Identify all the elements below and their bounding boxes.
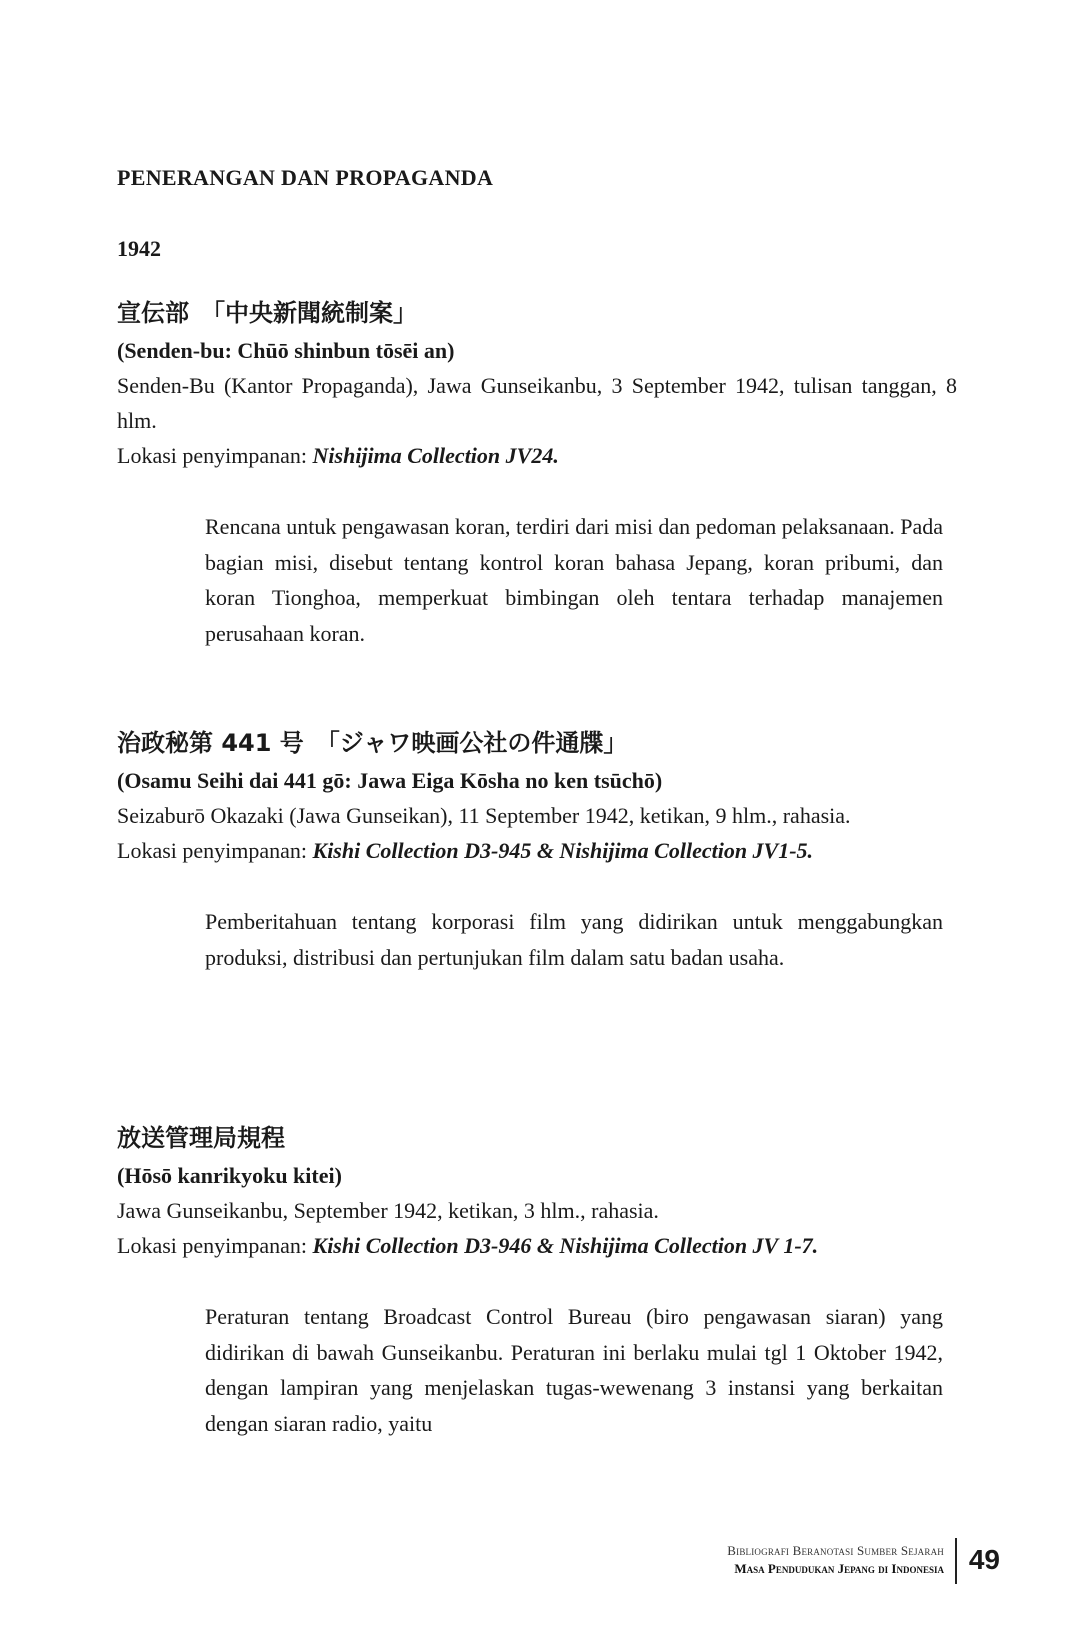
year-heading: 1942 — [117, 236, 161, 261]
bibliography-entry — [117, 1121, 957, 1441]
location-label: Lokasi penyimpanan: — [117, 1233, 313, 1258]
section-title: PENERANGAN DAN PROPAGANDA — [117, 165, 494, 190]
running-footer — [727, 1542, 944, 1578]
page-number: 49 — [968, 1544, 1000, 1575]
bibliography-entry — [117, 726, 957, 975]
romanized-title: (Senden-bu: Chūō shinbun tōsēi an) — [117, 338, 455, 363]
location-label: Lokasi penyimpanan: — [117, 443, 313, 468]
japanese-title: 治政秘第 441 号 「ジャワ映画公社の件通牒」 — [117, 729, 628, 757]
romanized-title: (Hōsō kanrikyoku kitei) — [117, 1163, 342, 1188]
entry-location — [117, 833, 957, 868]
footer-line-2: Masa Pendudukan Jepang di Indonesia — [734, 1561, 944, 1576]
footer-divider — [955, 1538, 957, 1584]
romanized-title: (Osamu Seihi dai 441 gō: Jawa Eiga Kōsha no ken tsūchō) — [117, 768, 663, 793]
entry-meta: Seizaburō Okazaki (Jawa Gunseikan), 11 September 1942, ketikan, 9 hlm., rahasia. — [117, 803, 851, 828]
entry-meta: Senden-Bu (Kantor Propaganda), Jawa Gunseikanbu, 3 September 1942, tulisan tanggan, 8 hlm. — [117, 373, 957, 433]
entry-description: Peraturan tentang Broadcast Control Bureau (biro pengawasan siaran) yang didirikan di bawah Gunseikanbu. Peraturan ini berlaku mulai tgl 1 Oktober 1942, dengan lampiran yang menjelaskan tugas-wewenang 3 instansi yang berkaitan dengan siaran radio, yaitu — [205, 1304, 943, 1436]
entry-description: Pemberitahuan tentang korporasi film yang didirikan untuk menggabungkan produksi, distribusi dan pertunjukan film dalam satu badan usaha. — [205, 909, 943, 970]
entry-meta: Jawa Gunseikanbu, September 1942, ketikan, 3 hlm., rahasia. — [117, 1198, 659, 1223]
page-footer — [540, 1538, 1000, 1586]
japanese-title: 放送管理局規程 — [117, 1124, 285, 1152]
entry-location — [117, 438, 957, 473]
entry-location — [117, 1228, 957, 1263]
location-value: Nishijima Collection JV24. — [312, 443, 559, 468]
location-value: Kishi Collection D3-946 & Nishijima Collection JV 1-7. — [312, 1233, 819, 1258]
bibliography-entry — [117, 296, 957, 651]
location-label: Lokasi penyimpanan: — [117, 838, 313, 863]
japanese-title: 宣伝部 「中央新聞統制案」 — [117, 299, 417, 327]
location-value: Kishi Collection D3-945 & Nishijima Collection JV1-5. — [312, 838, 814, 863]
footer-line-1: Bibliografi Beranotasi Sumber Sejarah — [727, 1543, 944, 1558]
entry-description: Rencana untuk pengawasan koran, terdiri dari misi dan pedoman pelaksanaan. Pada bagian misi, disebut tentang kontrol koran bahasa Jepang, koran pribumi, dan koran Tionghoa, memperkuat bimbingan oleh tentara terhadap manajemen perusahaan koran. — [205, 514, 943, 646]
